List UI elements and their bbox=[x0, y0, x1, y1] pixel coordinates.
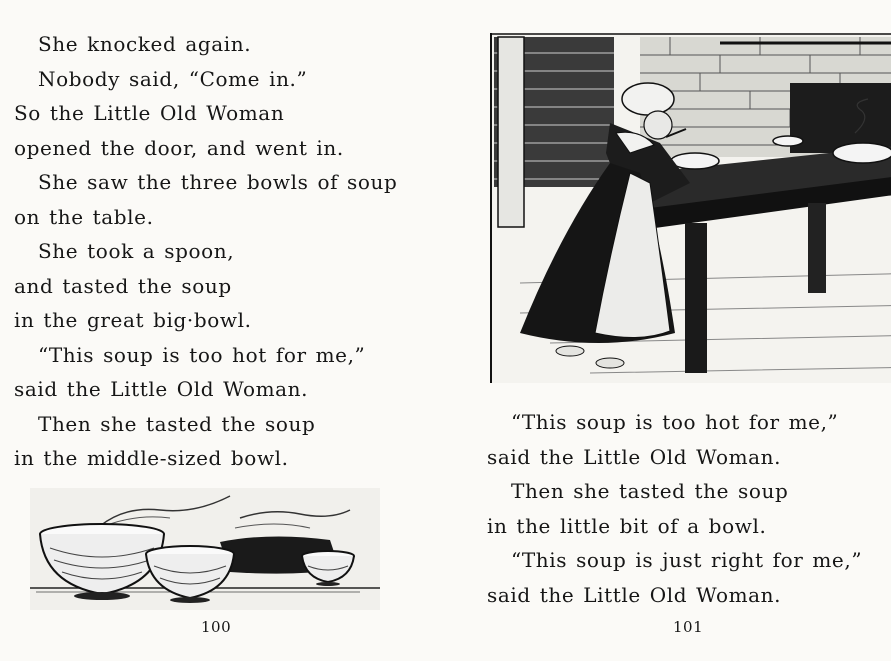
text-line: in the middle-sized bowl. bbox=[14, 446, 289, 470]
old-woman-tasting-soup-illustration bbox=[490, 33, 891, 383]
text-line: in the great big·bowl. bbox=[14, 308, 252, 332]
text-line: She saw the three bowls of soup bbox=[38, 170, 398, 194]
text-line: “This soup is too hot for me,” bbox=[511, 410, 839, 434]
text-line: said the Little Old Woman. bbox=[14, 377, 309, 401]
text-line: said the Little Old Woman. bbox=[487, 444, 782, 469]
text-line: “This soup is too hot for me,” bbox=[38, 342, 366, 367]
left-page bbox=[0, 0, 440, 661]
soup-bowls-illustration bbox=[30, 488, 380, 610]
page-number: 101 bbox=[673, 618, 704, 636]
text-line: She knocked again. bbox=[38, 32, 252, 56]
text-line: Then she tasted the soup bbox=[511, 479, 789, 503]
text-line: on the table. bbox=[14, 204, 154, 229]
text-line: Then she tasted the soup bbox=[38, 411, 316, 436]
text-line: Nobody said, “Come in.” bbox=[38, 66, 308, 91]
text-line: and tasted the soup bbox=[14, 273, 232, 298]
text-line: opened the door, and went in. bbox=[14, 135, 344, 160]
text-line: She took a spoon, bbox=[38, 239, 235, 263]
right-page bbox=[445, 0, 891, 661]
text-line: said the Little Old Woman. bbox=[487, 582, 782, 607]
text-line: in the little bit of a bowl. bbox=[487, 513, 767, 538]
left-page-text bbox=[14, 27, 397, 476]
text-line: So the Little Old Woman bbox=[14, 101, 285, 125]
right-page-text bbox=[487, 405, 862, 612]
page-number: 100 bbox=[201, 618, 232, 636]
text-line: “This soup is just right for me,” bbox=[511, 548, 863, 572]
